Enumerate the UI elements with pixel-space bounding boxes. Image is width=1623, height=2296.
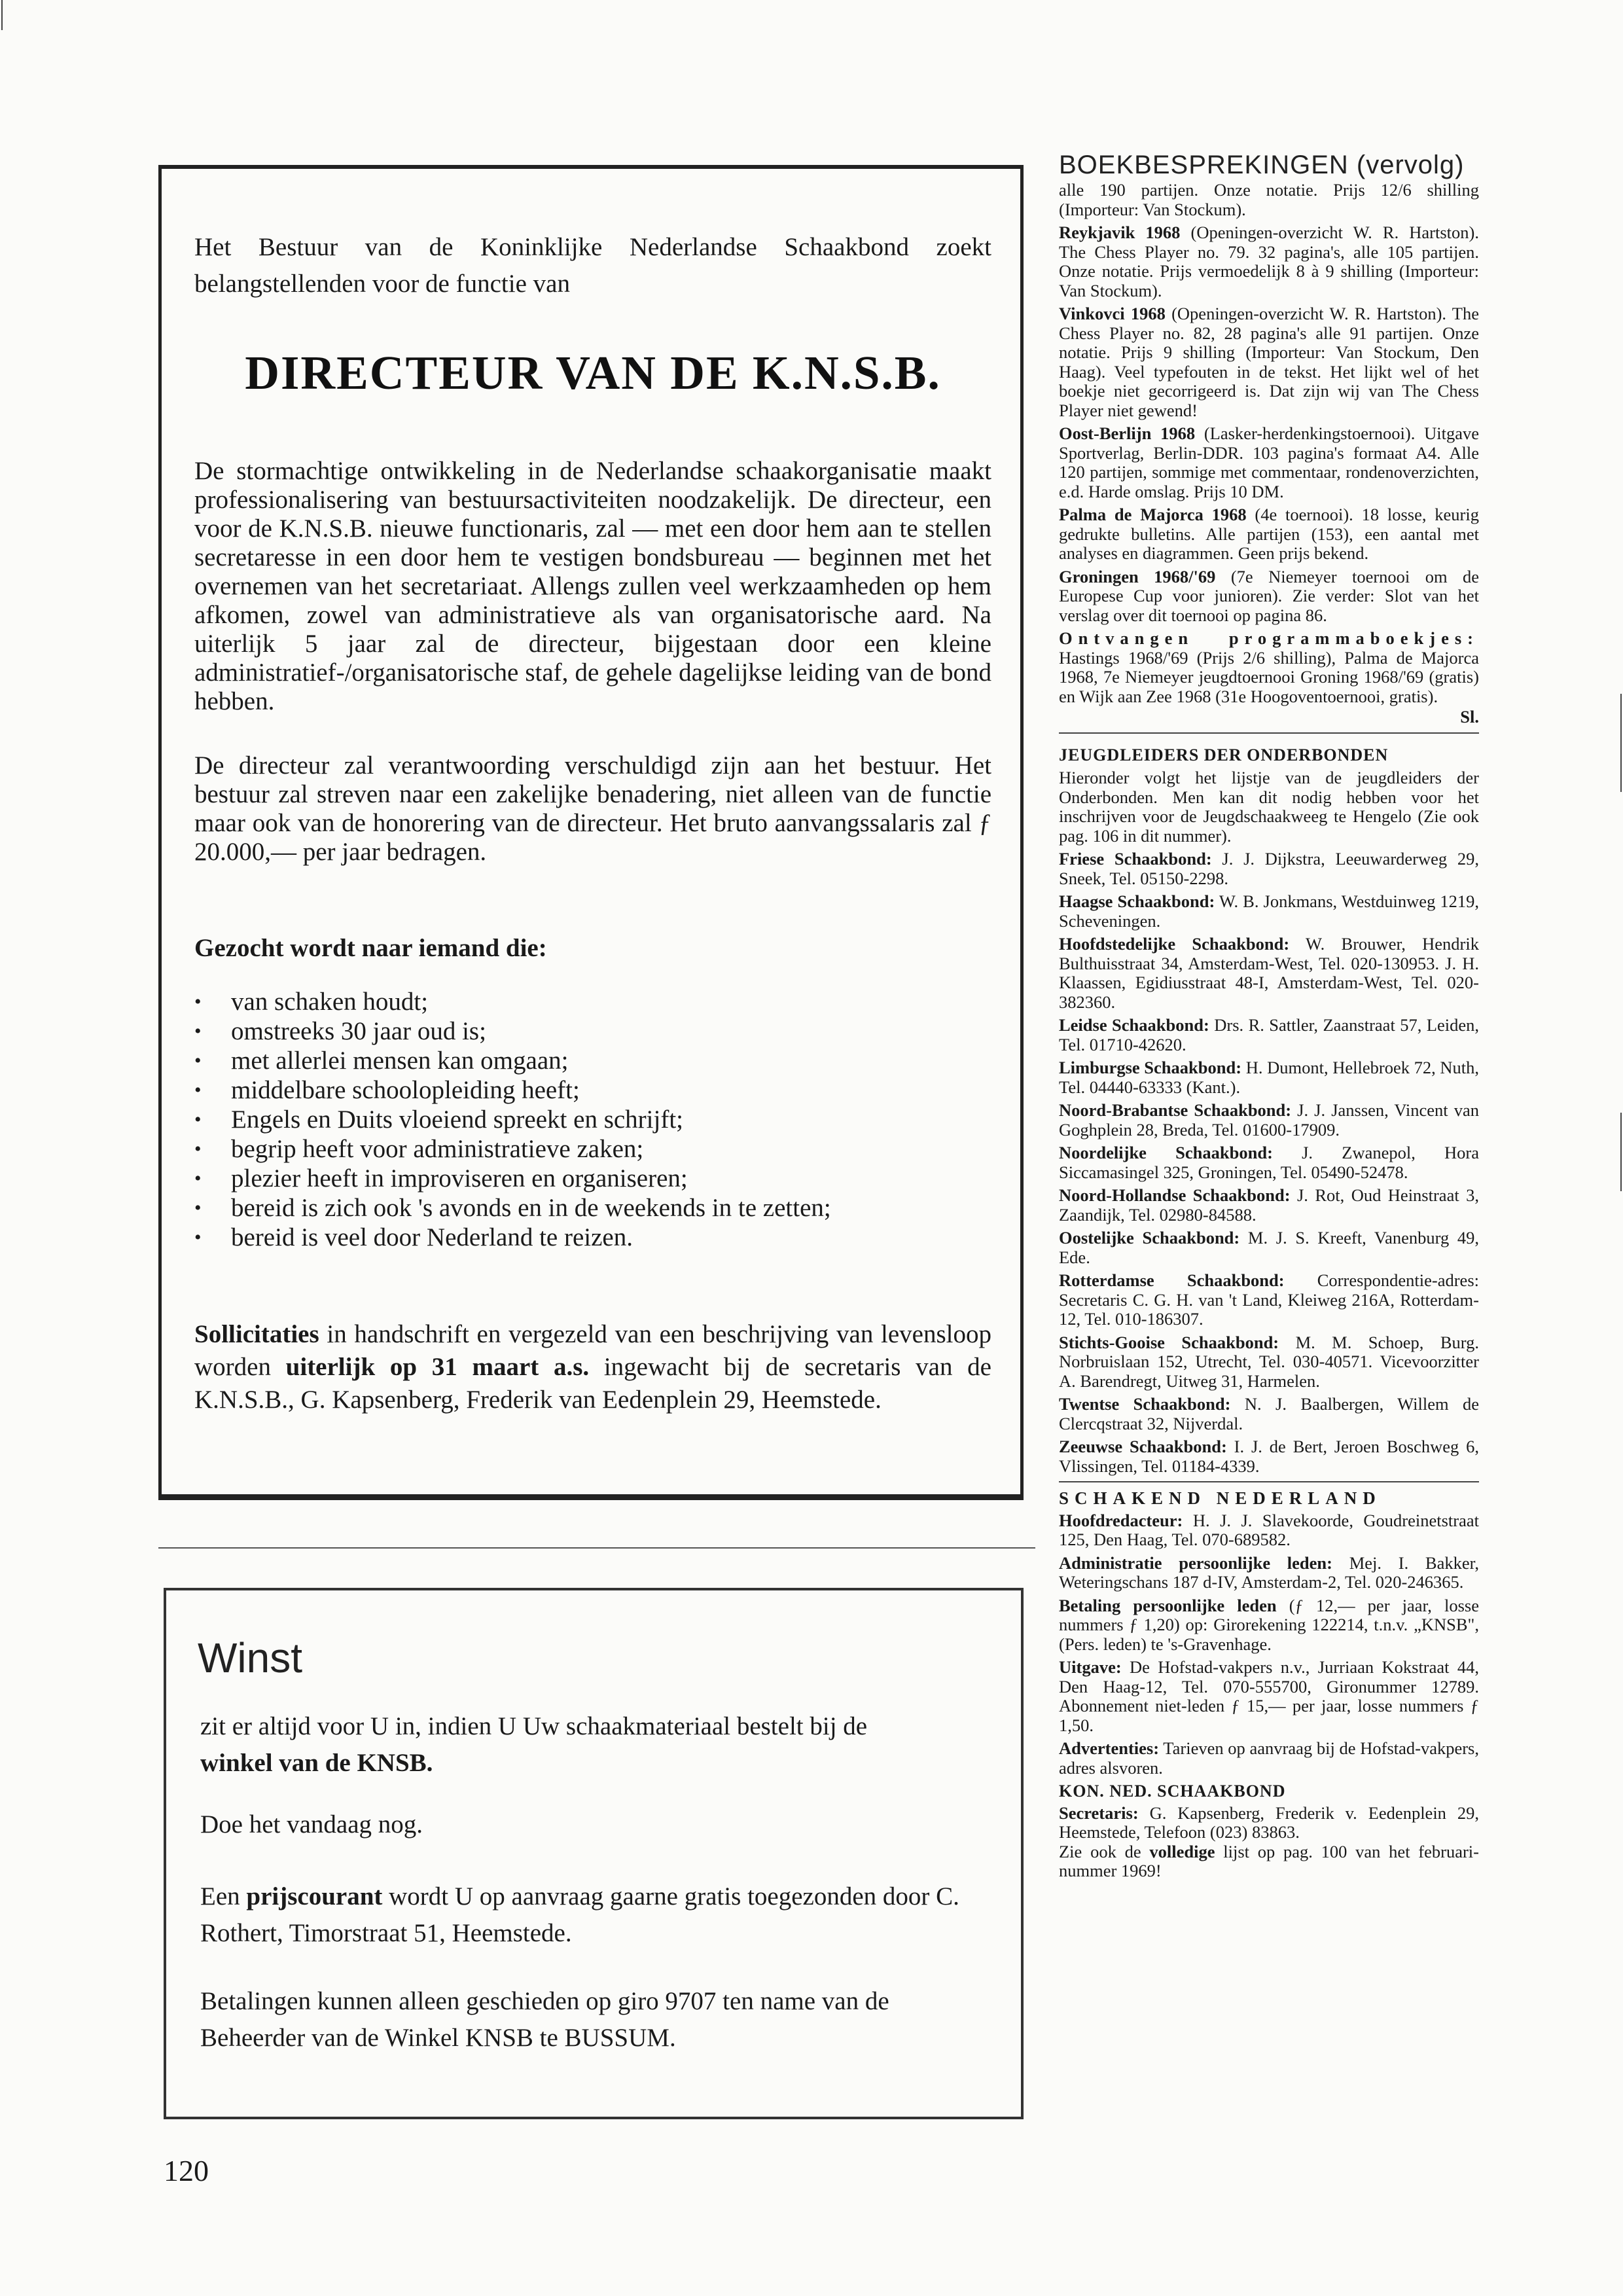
colophon-label: Uitgave: <box>1059 1657 1122 1677</box>
job-ad-requirements-list <box>194 987 991 1252</box>
section-heading-boekbesprekingen: BOEKBESPREKINGEN (vervolg) <box>1059 151 1465 179</box>
winst-shop-name: winkel van de KNSB. <box>200 1749 433 1777</box>
ontvangen-entry <box>1059 629 1479 706</box>
bond-text: J. Rot, Oud Heinstraat 3, Zaandijk, Tel. 02980-84588. <box>1059 1185 1479 1225</box>
bond-entry <box>1059 892 1479 931</box>
colophon-text: Tarieven op aanvraag bij de Hofstad-vakpers, adres alsvoren. <box>1059 1738 1479 1778</box>
winst-prijscourant: prijscourant <box>246 1882 383 1910</box>
bond-text: N. J. Baalbergen, Willem de Clercqstraat 32, Nijverdal. <box>1059 1394 1479 1433</box>
bond-name: Friese Schaakbond: <box>1059 849 1212 869</box>
colophon-entry <box>1059 1554 1479 1592</box>
job-ad-requirements-heading: Gezocht wordt naar iemand die: <box>194 934 547 962</box>
sollicitaties-label: Sollicitaties <box>194 1320 319 1348</box>
sollicitaties-address: ingewacht bij de secretaris van de K.N.S.B., G. Kapsenberg, Frederik van Eedenplein 29, Heemstede. <box>194 1353 991 1414</box>
kon-secretary-text: G. Kapsenberg, Frederik v. Eedenplein 29, Heemstede, Telefoon (023) 83863. <box>1059 1803 1479 1842</box>
colophon-label: Betaling persoonlijke leden <box>1059 1595 1277 1615</box>
list-item: • begrip heeft voor administratieve zaken; <box>194 1134 991 1164</box>
bond-text: J. Zwanepol, Hora Siccamasingel 325, Groningen, Tel. 05490-52478. <box>1059 1143 1480 1182</box>
list-item: • middelbare schoolopleiding heeft; <box>194 1075 991 1105</box>
divider <box>1059 1481 1479 1482</box>
book-title: Groningen 1968/'69 <box>1059 566 1216 586</box>
job-ad-paragraph-2: De directeur zal verantwoording verschuldigd zijn aan het bestuur. Het bestuur zal streven naar een zakelijke benadering, niet alleen van de functie maar ook van de honorering van de directeur. Het bruto aanvangssalaris zal ƒ 20.000,— per jaar bedragen. <box>194 751 991 866</box>
list-item: • Engels en Duits vloeiend spreekt en schrijft; <box>194 1105 991 1134</box>
winst-line1-text: zit er altijd voor U in, indien U Uw schaakmateriaal bestelt bij de <box>200 1712 868 1740</box>
job-ad-paragraph-1: De stormachtige ontwikkeling in de Nederlandse schaakorganisatie maakt professionalisering van bestuursactiviteiten noodzakelijk. De directeur, een voor de K.N.S.B. nieuwe functionaris, zal — met een door hem aan te stellen secretaresse in een door hem te vestigen bondsbureau — beginnen met het overnemen van het secretariaat. Allengs zullen veel werkzaamheden op hem afkomen, zowel van administratieve als van organisatorische aard. Na uiterlijk 5 jaar zal de directeur, bijgestaan door een kleine administratief-/organisatorische staf, de gehele dagelijkse leiding van de bond hebben. <box>194 457 991 715</box>
bond-entry <box>1059 1271 1479 1329</box>
colophon-text: Mej. I. Bakker, Weteringschans 187 d-IV, Amsterdam-2, Tel. 020-246365. <box>1059 1552 1479 1592</box>
bond-entry <box>1059 1101 1479 1139</box>
bond-text: M. J. S. Kreeft, Vanenburg 49, Ede. <box>1059 1228 1479 1267</box>
sollicitaties-text: in handschrift en vergezeld van een beschrijving van levensloop worden <box>194 1320 991 1381</box>
page-number: 120 <box>164 2154 209 2187</box>
sollicitaties-deadline: uiterlijk op 31 maart a.s. <box>285 1353 590 1381</box>
divider <box>1059 732 1479 734</box>
colophon-text: H. J. J. Slavekoorde, Goudreinetstraat 125, Den Haag, Tel. 070-689582. <box>1059 1510 1479 1549</box>
colophon-entry <box>1059 1658 1479 1735</box>
bond-name: Twentse Schaakbond: <box>1059 1394 1231 1414</box>
colophon-entry <box>1059 1511 1479 1550</box>
bond-entry <box>1059 1437 1479 1476</box>
jeugd-intro: Hieronder volgt het lijstje van de jeugdleiders der Onderbonden. Men kan dit nodig hebben voor het inschrijven voor de Jeugdschaakweeg te Hengelo (Zie ook pag. 106 in dit nummer). <box>1059 768 1479 846</box>
ontvangen-text: Hastings 1968/'69 (Prijs 2/6 shilling), Palma de Majorca 1968, 7e Niemeyer jeugdtoernooi Groning 1968/'69 (gratis) en Wijk aan Zee 1968 (31e Hoogoventoernooi, gratis). <box>1059 647 1479 706</box>
winst-ad-title: Winst <box>198 1634 302 1681</box>
book-text: (4e toernooi). 18 losse, keurig gedrukte bulletins. Alle partijen (153), een aantal met analyses en diagrammen. Geen prijs bekend. <box>1059 505 1479 563</box>
author-signature: Sl. <box>1460 707 1479 726</box>
right-edge-mark <box>1620 694 1622 792</box>
colophon-label: Advertenties: <box>1059 1738 1160 1758</box>
kon-secretary <box>1059 1804 1479 1881</box>
colophon-entry <box>1059 1596 1479 1655</box>
bond-text: M. M. Schoep, Burg. Norbruislaan 152, Utrecht, Tel. 030-40571. Vicevoorzitter A. Barendregt, Uitweg 31, Harmelen. <box>1059 1332 1479 1391</box>
book-entry <box>1059 223 1479 300</box>
bond-name: Zeeuwse Schaakbond: <box>1059 1437 1227 1456</box>
bond-name: Limburgse Schaakbond: <box>1059 1058 1242 1077</box>
winst-ad-line-1 <box>200 1708 999 1782</box>
bond-name: Stichts-Gooise Schaakbond: <box>1059 1332 1279 1352</box>
list-item: • met allerlei mensen kan omgaan; <box>194 1046 991 1075</box>
job-ad-title: DIRECTEUR VAN DE K.N.S.B. <box>245 346 941 399</box>
bond-text: W. Brouwer, Hendrik Bulthuisstraat 34, Amsterdam-West, Tel. 020-130953. J. H. Klaassen, Egidiusstraat 48-I, Amsterdam-West, Tel. 020-382360. <box>1059 934 1479 1012</box>
ontvangen-title: Ontvangen programmaboekjes: <box>1059 628 1479 648</box>
book-text: (Openingen-overzicht W. R. Hartston). The Chess Player no. 82, 28 pagina's alle 91 partijen. Onze notatie. Prijs 9 shilling (Importeur: Van Stockum, Den Haag). Veel typefouten in de tekst. Het lijkt wel of het boekje niet gecorrigeerd is. Dat zijn wij van The Chess Player niet gewend! <box>1059 304 1479 420</box>
right-edge-mark-2 <box>1620 1113 1622 1191</box>
book-title: Vinkovci 1968 <box>1059 304 1166 323</box>
winst-ad-box <box>164 1588 1024 2119</box>
book-entry <box>1059 567 1479 626</box>
bond-entry <box>1059 1229 1479 1267</box>
book-title: Palma de Majorca 1968 <box>1059 505 1247 524</box>
bond-text: Correspondentie-adres: Secretaris C. G. H. van 't Land, Kleiweg 216A, Rotterdam-12, Tel. 010-186307. <box>1059 1270 1479 1329</box>
list-item: • plezier heeft in improviseren en organiseren; <box>194 1164 991 1193</box>
winst-line3-b: wordt U op aanvraag gaarne gratis toegezonden door C. Rothert, Timorstraat 51, Heemstede. <box>200 1882 959 1947</box>
bond-text: Drs. R. Sattler, Zaanstraat 57, Leiden, Tel. 01710-42620. <box>1059 1015 1479 1054</box>
bond-text: H. Dumont, Hellebroek 72, Nuth, Tel. 04440-63333 (Kant.). <box>1059 1058 1479 1097</box>
bond-name: Noordelijke Schaakbond: <box>1059 1143 1273 1162</box>
job-ad-application-info <box>194 1318 991 1416</box>
right-column <box>1059 149 1479 1885</box>
bond-name: Haagse Schaakbond: <box>1059 891 1215 911</box>
list-item: • bereid is zich ook 's avonds en in de weekends in te zetten; <box>194 1193 991 1223</box>
colophon-text: (ƒ 12,— per jaar, losse nummers ƒ 1,20) op: Girorekening 122214, t.n.v. „KNSB", (Pers. leden) te 's-Gravenhage. <box>1059 1595 1480 1654</box>
book-entry <box>1059 505 1479 564</box>
colophon-text: De Hofstad-vakpers n.v., Jurriaan Kokstraat 44, Den Haag-12, Tel. 070-555700, Gironummer 12789. Abonnement niet-leden ƒ 15,— per jaar, losse nummers ƒ 1,50. <box>1059 1657 1479 1735</box>
winst-ad-line-2: Doe het vandaag nog. <box>200 1810 423 1839</box>
list-item: • omstreeks 30 jaar oud is; <box>194 1016 991 1046</box>
book-intro: alle 190 partijen. Onze notatie. Prijs 12/6 shilling (Importeur: Van Stockum). <box>1059 180 1479 219</box>
bond-entry <box>1059 1016 1479 1054</box>
bond-entry <box>1059 1186 1479 1225</box>
bond-entry <box>1059 1143 1479 1182</box>
bond-text: W. B. Jonkmans, Westduinweg 1219, Scheveningen. <box>1059 891 1480 931</box>
bond-name: Noord-Hollandse Schaakbond: <box>1059 1185 1291 1205</box>
colophon-entry <box>1059 1739 1479 1778</box>
bond-entry <box>1059 1058 1479 1097</box>
colophon-label: Hoofdredacteur: <box>1059 1510 1183 1530</box>
book-entry <box>1059 424 1479 501</box>
left-edge-mark <box>1 0 3 30</box>
section-heading-kon-ned-schaakbond: KON. NED. SCHAAKBOND <box>1059 1782 1286 1801</box>
colophon-label: Administratie persoonlijke leden: <box>1059 1552 1332 1573</box>
bond-text: J. J. Dijkstra, Leeuwarderweg 29, Sneek, Tel. 05150-2298. <box>1059 849 1479 888</box>
bond-name: Leidse Schaakbond: <box>1059 1015 1209 1035</box>
job-ad-box <box>158 165 1024 1500</box>
divider <box>158 1547 1035 1549</box>
book-text: (Openingen-overzicht W. R. Hartston). The Chess Player no. 79. 32 pagina's, alle 105 partijen. Onze notatie. Prijs vermoedelijk 8 à 9 shilling (Importeur: Van Stockum). <box>1059 223 1479 300</box>
list-item: • bereid is veel door Nederland te reizen. <box>194 1223 991 1252</box>
list-item: • van schaken houdt; <box>194 987 991 1016</box>
kon-note-b: lijst op pag. 100 van het februari-nummer 1969! <box>1059 1841 1479 1880</box>
kon-note-bold: volledige <box>1149 1841 1215 1861</box>
bond-name: Rotterdamse Schaakbond: <box>1059 1270 1285 1290</box>
winst-ad-line-4: Betalingen kunnen alleen geschieden op giro 9707 ten name van de Beheerder van de Winkel KNSB te BUSSUM. <box>200 1987 889 2052</box>
book-entry <box>1059 304 1479 420</box>
book-title: Reykjavik 1968 <box>1059 223 1181 242</box>
job-ad-intro: Het Bestuur van de Koninklijke Nederlandse Schaakbond zoekt belangstellenden voor de functie van <box>194 233 991 298</box>
section-heading-schakend-nederland: SCHAKEND NEDERLAND <box>1059 1488 1382 1508</box>
kon-note-a: Zie ook de <box>1059 1841 1150 1861</box>
bond-text: J. J. Janssen, Vincent van Goghplein 28, Breda, Tel. 01600-17909. <box>1059 1100 1479 1139</box>
bond-entry <box>1059 935 1479 1012</box>
book-title: Oost-Berlijn 1968 <box>1059 423 1196 443</box>
book-text: (7e Niemeyer toernooi om de Europese Cup voor junioren). Zie verder: Slot van het verslag over dit toernooi op pagina 86. <box>1059 566 1479 625</box>
bond-entry <box>1059 1333 1479 1391</box>
kon-secretary-label: Secretaris: <box>1059 1803 1139 1823</box>
winst-ad-line-3 <box>200 1878 999 1952</box>
bond-text: I. J. de Bert, Jeroen Boschweg 6, Vlissingen, Tel. 01184-4339. <box>1059 1437 1479 1476</box>
bond-entry <box>1059 1395 1479 1433</box>
book-text: (Lasker-herdenkingstoernooi). Uitgave Sportverlag, Berlin-DDR. 103 pagina's formaat A4. Alle 120 partijen, sommige met commentaar, rondenoverzichten, e.d. Harde omslag. Prijs 10 DM. <box>1059 423 1479 501</box>
bond-name: Oostelijke Schaakbond: <box>1059 1228 1240 1247</box>
section-heading-jeugdleiders: JEUGDLEIDERS DER ONDERBONDEN <box>1059 745 1389 764</box>
winst-line3-a: Een <box>200 1882 247 1910</box>
bond-name: Noord-Brabantse Schaakbond: <box>1059 1100 1292 1120</box>
bond-name: Hoofdstedelijke Schaakbond: <box>1059 934 1290 954</box>
bond-entry <box>1059 850 1479 888</box>
